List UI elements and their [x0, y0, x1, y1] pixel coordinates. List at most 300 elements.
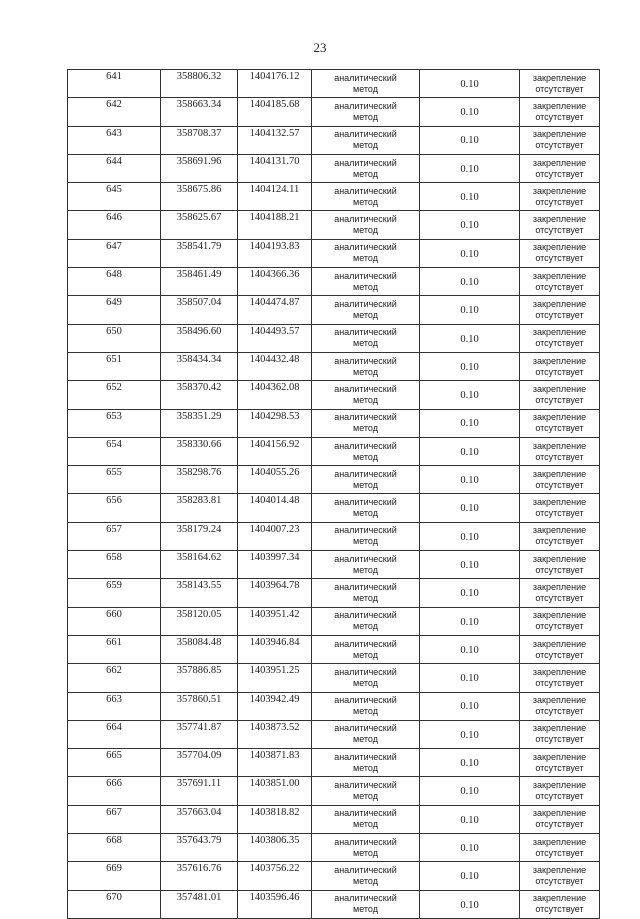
method-cell: [312, 805, 420, 833]
y-coordinate-cell: 1403806.35: [238, 834, 312, 862]
method-line-1: аналитический: [334, 751, 397, 762]
x-coordinate-cell: 358370.42: [161, 381, 238, 409]
fixation-line-1: закрепление: [532, 581, 587, 592]
x-coordinate-cell: 357643.79: [161, 834, 238, 862]
method-line-2: метод: [353, 479, 378, 490]
fixation-line-2: отсутствует: [535, 677, 584, 688]
fixation-cell: [520, 70, 600, 98]
table-row: [68, 296, 600, 324]
fixation-cell: [520, 862, 600, 890]
fixation-line-1: закрепление: [532, 525, 587, 536]
accuracy-cell: 0.10: [420, 664, 520, 692]
y-coordinate-cell: 1404432.48: [238, 352, 312, 380]
fixation-line-1: закрепление: [532, 723, 587, 734]
point-number-cell: 654: [68, 437, 161, 465]
method-line-1: аналитический: [334, 383, 397, 394]
fixation-cell: [520, 692, 600, 720]
fixation-line-2: отсутствует: [535, 479, 584, 490]
fixation-cell: [520, 154, 600, 182]
accuracy-cell: 0.10: [420, 551, 520, 579]
fixation-cell: [520, 183, 600, 211]
point-number-cell: 647: [68, 239, 161, 267]
x-coordinate-cell: 358084.48: [161, 635, 238, 663]
method-line-2: метод: [353, 592, 378, 603]
fixation-line-1: закрепление: [532, 214, 587, 225]
method-line-2: метод: [353, 819, 378, 830]
method-line-1: аналитический: [334, 299, 397, 310]
method-line-2: метод: [353, 451, 378, 462]
method-line-1: аналитический: [334, 100, 397, 111]
fixation-cell: [520, 607, 600, 635]
x-coordinate-cell: 358434.34: [161, 352, 238, 380]
y-coordinate-cell: 1403951.42: [238, 607, 312, 635]
table-row: [68, 522, 600, 550]
table-row: [68, 749, 600, 777]
method-cell: [312, 720, 420, 748]
x-coordinate-cell: 357481.01: [161, 890, 238, 918]
accuracy-cell: 0.10: [420, 805, 520, 833]
method-cell: [312, 834, 420, 862]
y-coordinate-cell: 1404298.53: [238, 409, 312, 437]
method-line-1: аналитический: [334, 610, 397, 621]
method-line-2: метод: [353, 621, 378, 632]
method-line-2: метод: [353, 734, 378, 745]
method-line-2: метод: [353, 253, 378, 264]
y-coordinate-cell: 1403951.25: [238, 664, 312, 692]
accuracy-cell: 0.10: [420, 268, 520, 296]
accuracy-cell: 0.10: [420, 239, 520, 267]
fixation-line-1: закрепление: [532, 695, 587, 706]
method-line-1: аналитический: [334, 327, 397, 338]
method-line-2: метод: [353, 168, 378, 179]
accuracy-cell: 0.10: [420, 70, 520, 98]
table-row: [68, 98, 600, 126]
table-row: [68, 126, 600, 154]
point-number-cell: 656: [68, 494, 161, 522]
table-row: [68, 352, 600, 380]
fixation-cell: [520, 437, 600, 465]
fixation-line-2: отсутствует: [535, 83, 584, 94]
fixation-line-1: закрепление: [532, 383, 587, 394]
table-row: [68, 834, 600, 862]
table-row: [68, 494, 600, 522]
y-coordinate-cell: 1404014.48: [238, 494, 312, 522]
method-line-2: метод: [353, 904, 378, 915]
y-coordinate-cell: 1404193.83: [238, 239, 312, 267]
method-line-2: метод: [353, 310, 378, 321]
method-cell: [312, 154, 420, 182]
y-coordinate-cell: 1403964.78: [238, 579, 312, 607]
x-coordinate-cell: 357616.76: [161, 862, 238, 890]
x-coordinate-cell: 358806.32: [161, 70, 238, 98]
x-coordinate-cell: 358143.55: [161, 579, 238, 607]
fixation-line-2: отсутствует: [535, 621, 584, 632]
fixation-cell: [520, 522, 600, 550]
accuracy-cell: 0.10: [420, 579, 520, 607]
method-cell: [312, 268, 420, 296]
table-row: [68, 664, 600, 692]
fixation-cell: [520, 805, 600, 833]
fixation-line-2: отсутствует: [535, 536, 584, 547]
x-coordinate-cell: 358663.34: [161, 98, 238, 126]
table-row: [68, 409, 600, 437]
fixation-cell: [520, 777, 600, 805]
method-line-1: аналитический: [334, 185, 397, 196]
y-coordinate-cell: 1403851.00: [238, 777, 312, 805]
fixation-cell: [520, 239, 600, 267]
method-cell: [312, 211, 420, 239]
method-cell: [312, 635, 420, 663]
y-coordinate-cell: 1403942.49: [238, 692, 312, 720]
point-number-cell: 645: [68, 183, 161, 211]
x-coordinate-cell: 358351.29: [161, 409, 238, 437]
method-line-2: метод: [353, 508, 378, 519]
point-number-cell: 669: [68, 862, 161, 890]
method-line-2: метод: [353, 706, 378, 717]
fixation-cell: [520, 409, 600, 437]
method-line-2: метод: [353, 394, 378, 405]
fixation-line-2: отсутствует: [535, 819, 584, 830]
method-line-1: аналитический: [334, 780, 397, 791]
method-cell: [312, 664, 420, 692]
fixation-cell: [520, 211, 600, 239]
point-number-cell: 660: [68, 607, 161, 635]
accuracy-cell: 0.10: [420, 352, 520, 380]
y-coordinate-cell: 1403946.84: [238, 635, 312, 663]
fixation-cell: [520, 494, 600, 522]
y-coordinate-cell: 1403871.83: [238, 749, 312, 777]
y-coordinate-cell: 1404131.70: [238, 154, 312, 182]
table-row: [68, 551, 600, 579]
method-line-2: метод: [353, 338, 378, 349]
method-cell: [312, 126, 420, 154]
point-number-cell: 644: [68, 154, 161, 182]
method-line-2: метод: [353, 791, 378, 802]
method-line-1: аналитический: [334, 355, 397, 366]
point-number-cell: 646: [68, 211, 161, 239]
accuracy-cell: 0.10: [420, 834, 520, 862]
method-line-1: аналитический: [334, 893, 397, 904]
method-cell: [312, 749, 420, 777]
fixation-line-2: отсутствует: [535, 140, 584, 151]
y-coordinate-cell: 1403818.82: [238, 805, 312, 833]
fixation-cell: [520, 635, 600, 663]
fixation-line-1: закрепление: [532, 72, 587, 83]
fixation-line-1: закрепление: [532, 864, 587, 875]
accuracy-cell: 0.10: [420, 437, 520, 465]
method-line-1: аналитический: [334, 412, 397, 423]
method-line-1: аналитический: [334, 695, 397, 706]
table-row: [68, 692, 600, 720]
fixation-cell: [520, 834, 600, 862]
fixation-line-2: отсутствует: [535, 847, 584, 858]
point-number-cell: 641: [68, 70, 161, 98]
y-coordinate-cell: 1404124.11: [238, 183, 312, 211]
y-coordinate-cell: 1404156.92: [238, 437, 312, 465]
y-coordinate-cell: 1403596.46: [238, 890, 312, 918]
table-row: [68, 579, 600, 607]
y-coordinate-cell: 1404474.87: [238, 296, 312, 324]
accuracy-cell: 0.10: [420, 777, 520, 805]
table-row: [68, 183, 600, 211]
method-cell: [312, 862, 420, 890]
method-line-2: метод: [353, 423, 378, 434]
point-number-cell: 663: [68, 692, 161, 720]
accuracy-cell: 0.10: [420, 154, 520, 182]
fixation-cell: [520, 579, 600, 607]
accuracy-cell: 0.10: [420, 890, 520, 918]
method-line-1: аналитический: [334, 129, 397, 140]
x-coordinate-cell: 357886.85: [161, 664, 238, 692]
method-cell: [312, 98, 420, 126]
method-cell: [312, 296, 420, 324]
method-line-2: метод: [353, 281, 378, 292]
point-number-cell: 655: [68, 466, 161, 494]
method-line-2: метод: [353, 83, 378, 94]
method-cell: [312, 183, 420, 211]
table-row: [68, 777, 600, 805]
y-coordinate-cell: 1404132.57: [238, 126, 312, 154]
y-coordinate-cell: 1404366.36: [238, 268, 312, 296]
fixation-cell: [520, 551, 600, 579]
fixation-line-2: отсутствует: [535, 394, 584, 405]
method-cell: [312, 522, 420, 550]
point-number-cell: 653: [68, 409, 161, 437]
y-coordinate-cell: 1404007.23: [238, 522, 312, 550]
fixation-line-2: отсутствует: [535, 366, 584, 377]
fixation-line-2: отсутствует: [535, 253, 584, 264]
fixation-line-2: отсутствует: [535, 196, 584, 207]
method-line-2: метод: [353, 366, 378, 377]
fixation-line-1: закрепление: [532, 100, 587, 111]
x-coordinate-cell: 358507.04: [161, 296, 238, 324]
x-coordinate-cell: 358179.24: [161, 522, 238, 550]
table-row: [68, 154, 600, 182]
method-line-2: метод: [353, 196, 378, 207]
accuracy-cell: 0.10: [420, 522, 520, 550]
coordinates-table: [67, 69, 600, 919]
fixation-line-1: закрепление: [532, 780, 587, 791]
point-number-cell: 649: [68, 296, 161, 324]
table-row: [68, 70, 600, 98]
x-coordinate-cell: 358283.81: [161, 494, 238, 522]
method-line-2: метод: [353, 140, 378, 151]
point-number-cell: 668: [68, 834, 161, 862]
fixation-cell: [520, 352, 600, 380]
x-coordinate-cell: 357704.09: [161, 749, 238, 777]
table-row: [68, 607, 600, 635]
fixation-line-1: закрепление: [532, 497, 587, 508]
y-coordinate-cell: 1404176.12: [238, 70, 312, 98]
fixation-cell: [520, 664, 600, 692]
x-coordinate-cell: 357691.11: [161, 777, 238, 805]
point-number-cell: 650: [68, 324, 161, 352]
x-coordinate-cell: 358496.60: [161, 324, 238, 352]
fixation-line-2: отсутствует: [535, 564, 584, 575]
x-coordinate-cell: 358120.05: [161, 607, 238, 635]
fixation-line-1: закрепление: [532, 412, 587, 423]
table-row: [68, 466, 600, 494]
fixation-line-1: закрепление: [532, 836, 587, 847]
method-line-1: аналитический: [334, 214, 397, 225]
fixation-line-2: отсутствует: [535, 508, 584, 519]
point-number-cell: 648: [68, 268, 161, 296]
fixation-line-2: отсутствует: [535, 168, 584, 179]
y-coordinate-cell: 1404188.21: [238, 211, 312, 239]
point-number-cell: 665: [68, 749, 161, 777]
x-coordinate-cell: 358164.62: [161, 551, 238, 579]
point-number-cell: 670: [68, 890, 161, 918]
x-coordinate-cell: 358625.67: [161, 211, 238, 239]
fixation-line-2: отсутствует: [535, 762, 584, 773]
method-cell: [312, 381, 420, 409]
y-coordinate-cell: 1403756.22: [238, 862, 312, 890]
method-line-2: метод: [353, 875, 378, 886]
fixation-cell: [520, 749, 600, 777]
table-row: [68, 635, 600, 663]
fixation-cell: [520, 381, 600, 409]
method-line-1: аналитический: [334, 553, 397, 564]
method-cell: [312, 466, 420, 494]
fixation-line-1: закрепление: [532, 751, 587, 762]
method-cell: [312, 692, 420, 720]
method-cell: [312, 607, 420, 635]
accuracy-cell: 0.10: [420, 720, 520, 748]
fixation-line-1: закрепление: [532, 327, 587, 338]
method-line-1: аналитический: [334, 723, 397, 734]
fixation-line-2: отсутствует: [535, 423, 584, 434]
point-number-cell: 657: [68, 522, 161, 550]
method-line-1: аналитический: [334, 157, 397, 168]
fixation-line-2: отсутствует: [535, 649, 584, 660]
accuracy-cell: 0.10: [420, 211, 520, 239]
fixation-line-1: закрепление: [532, 242, 587, 253]
method-cell: [312, 409, 420, 437]
accuracy-cell: 0.10: [420, 324, 520, 352]
method-cell: [312, 324, 420, 352]
x-coordinate-cell: 358330.66: [161, 437, 238, 465]
point-number-cell: 642: [68, 98, 161, 126]
method-line-1: аналитический: [334, 72, 397, 83]
method-line-2: метод: [353, 225, 378, 236]
fixation-line-2: отсутствует: [535, 225, 584, 236]
fixation-cell: [520, 98, 600, 126]
method-line-1: аналитический: [334, 242, 397, 253]
fixation-line-1: закрепление: [532, 468, 587, 479]
point-number-cell: 664: [68, 720, 161, 748]
fixation-line-1: закрепление: [532, 299, 587, 310]
point-number-cell: 659: [68, 579, 161, 607]
fixation-cell: [520, 324, 600, 352]
method-line-1: аналитический: [334, 497, 397, 508]
fixation-line-2: отсутствует: [535, 310, 584, 321]
point-number-cell: 661: [68, 635, 161, 663]
table-row: [68, 437, 600, 465]
point-number-cell: 643: [68, 126, 161, 154]
fixation-cell: [520, 126, 600, 154]
y-coordinate-cell: 1404362.08: [238, 381, 312, 409]
method-line-1: аналитический: [334, 666, 397, 677]
fixation-line-1: закрепление: [532, 666, 587, 677]
x-coordinate-cell: 358708.37: [161, 126, 238, 154]
point-number-cell: 658: [68, 551, 161, 579]
fixation-line-1: закрепление: [532, 553, 587, 564]
fixation-line-2: отсутствует: [535, 734, 584, 745]
accuracy-cell: 0.10: [420, 296, 520, 324]
x-coordinate-cell: 357663.04: [161, 805, 238, 833]
fixation-cell: [520, 296, 600, 324]
method-cell: [312, 890, 420, 918]
fixation-line-2: отсутствует: [535, 706, 584, 717]
method-line-1: аналитический: [334, 525, 397, 536]
method-cell: [312, 239, 420, 267]
fixation-line-2: отсутствует: [535, 875, 584, 886]
method-cell: [312, 551, 420, 579]
fixation-line-2: отсутствует: [535, 904, 584, 915]
x-coordinate-cell: 357741.87: [161, 720, 238, 748]
fixation-line-1: закрепление: [532, 440, 587, 451]
fixation-cell: [520, 720, 600, 748]
method-line-2: метод: [353, 536, 378, 547]
method-line-2: метод: [353, 564, 378, 575]
fixation-line-2: отсутствует: [535, 281, 584, 292]
table-row: [68, 381, 600, 409]
method-cell: [312, 437, 420, 465]
point-number-cell: 667: [68, 805, 161, 833]
x-coordinate-cell: 358298.76: [161, 466, 238, 494]
fixation-line-2: отсутствует: [535, 338, 584, 349]
accuracy-cell: 0.10: [420, 183, 520, 211]
point-number-cell: 652: [68, 381, 161, 409]
y-coordinate-cell: 1404493.57: [238, 324, 312, 352]
table-row: [68, 239, 600, 267]
table-row: [68, 211, 600, 239]
point-number-cell: 651: [68, 352, 161, 380]
table-row: [68, 720, 600, 748]
x-coordinate-cell: 358461.49: [161, 268, 238, 296]
point-number-cell: 666: [68, 777, 161, 805]
fixation-line-1: закрепление: [532, 270, 587, 281]
method-line-2: метод: [353, 111, 378, 122]
accuracy-cell: 0.10: [420, 466, 520, 494]
method-line-1: аналитический: [334, 836, 397, 847]
fixation-line-1: закрепление: [532, 638, 587, 649]
y-coordinate-cell: 1404185.68: [238, 98, 312, 126]
accuracy-cell: 0.10: [420, 98, 520, 126]
fixation-line-1: закрепление: [532, 185, 587, 196]
method-line-2: метод: [353, 677, 378, 688]
accuracy-cell: 0.10: [420, 494, 520, 522]
table-row: [68, 268, 600, 296]
accuracy-cell: 0.10: [420, 381, 520, 409]
method-line-1: аналитический: [334, 808, 397, 819]
accuracy-cell: 0.10: [420, 749, 520, 777]
table-body: [68, 70, 600, 919]
accuracy-cell: 0.10: [420, 409, 520, 437]
method-line-1: аналитический: [334, 270, 397, 281]
page-number: 23: [313, 40, 327, 55]
fixation-line-2: отсутствует: [535, 111, 584, 122]
method-cell: [312, 777, 420, 805]
method-line-1: аналитический: [334, 864, 397, 875]
accuracy-cell: 0.10: [420, 862, 520, 890]
method-cell: [312, 579, 420, 607]
y-coordinate-cell: 1404055.26: [238, 466, 312, 494]
method-line-2: метод: [353, 847, 378, 858]
fixation-line-2: отсутствует: [535, 451, 584, 462]
x-coordinate-cell: 358675.86: [161, 183, 238, 211]
x-coordinate-cell: 358541.79: [161, 239, 238, 267]
